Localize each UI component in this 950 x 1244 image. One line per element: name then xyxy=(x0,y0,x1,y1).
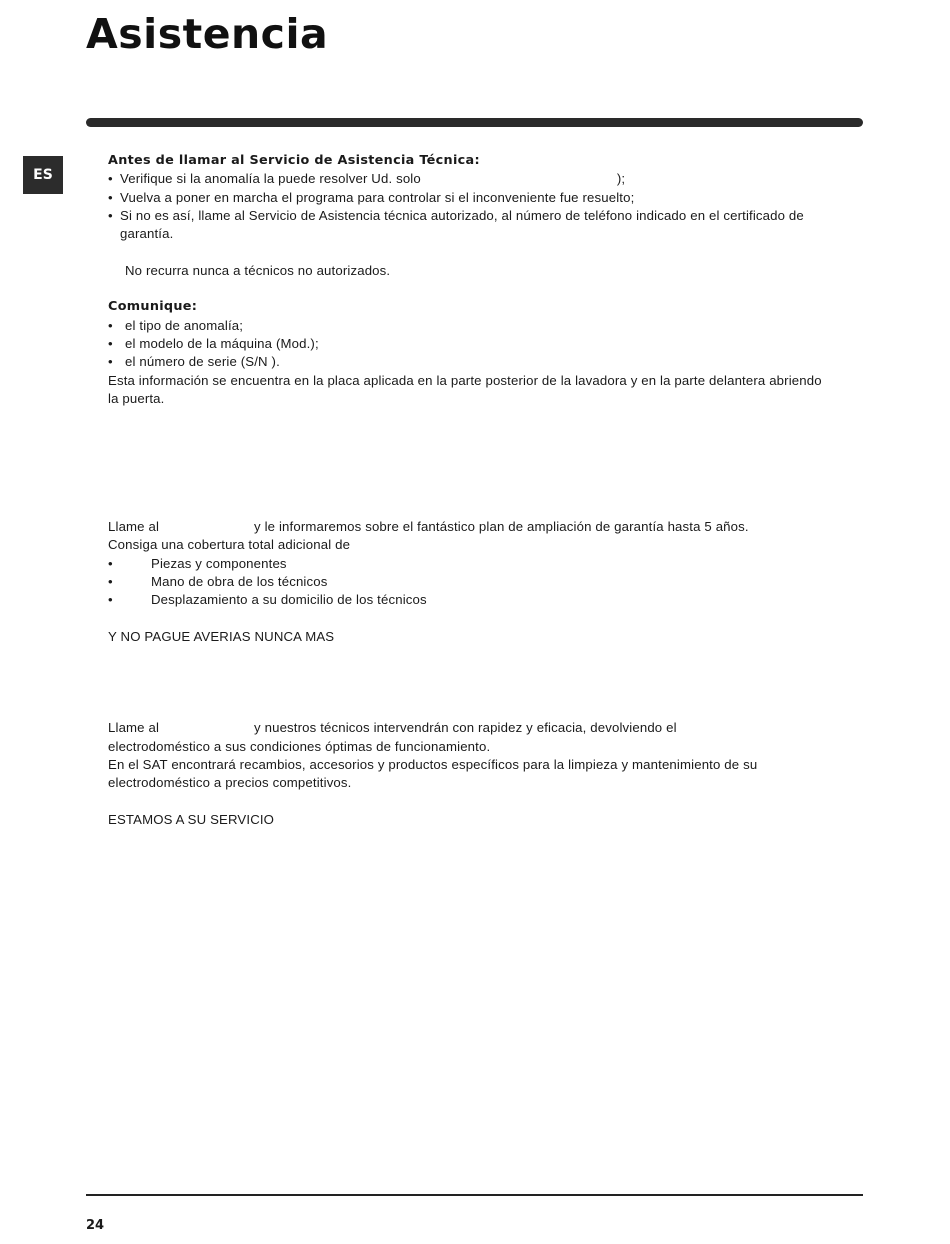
list-item-text: Verifique si la anomalía la puede resolver Ud. solo xyxy=(120,171,421,187)
warranty-closing-text: Y NO PAGUE AVERIAS NUNCA MAS xyxy=(108,628,335,644)
list-item-text: el número de serie (S/N ). xyxy=(125,354,280,370)
warranty-line-end: y le informaremos sobre el fantástico plan de ampliación de garantía hasta 5 años. xyxy=(254,519,749,535)
list-item xyxy=(108,591,828,609)
list-item xyxy=(108,189,828,207)
list-item-text: Desplazamiento a su domicilio de los técnicos xyxy=(151,592,427,608)
main-content xyxy=(108,152,828,829)
bullet: • xyxy=(108,555,113,571)
bullet: • xyxy=(108,207,113,223)
bullet: • xyxy=(108,335,113,351)
communicate-heading: Comunique: xyxy=(108,299,198,315)
list-item xyxy=(108,207,828,244)
list-item xyxy=(108,573,828,591)
header-divider xyxy=(86,118,863,127)
list-item xyxy=(108,353,828,371)
list-item xyxy=(108,317,828,335)
service-sat-text: En el SAT encontrará recambios, accesorios y productos específicos para la limpieza y mantenimiento de su electrodoméstico a precios competitivos. xyxy=(108,756,758,791)
bullet: • xyxy=(108,189,113,205)
bullet: • xyxy=(108,317,113,333)
plate-info-text: Esta información se encuentra en la placa aplicada en la parte posterior de la lavadora y en la parte delantera abriendo la puerta. xyxy=(108,372,822,406)
language-tab: ES xyxy=(23,156,63,194)
list-item xyxy=(108,170,828,188)
service-line-end: y nuestros técnicos intervendrán con rapidez y eficacia, devolviendo el xyxy=(254,720,677,736)
before-call-heading: Antes de llamar al Servicio de Asistencia Técnica: xyxy=(108,153,480,168)
warranty-line-start: Llame al xyxy=(108,519,160,535)
service-line xyxy=(108,719,828,737)
list-item-text: Vuelva a poner en marcha el programa para controlar si el inconveniente fue resuelto; xyxy=(120,189,635,205)
list-item-text: Si no es así, llame al Servicio de Asistencia técnica autorizado, al número de teléfono indicado en el certificado de garantía. xyxy=(120,207,804,242)
warranty-coverage-text: Consiga una cobertura total adicional de xyxy=(108,537,351,553)
page-number: 24 xyxy=(86,1218,105,1233)
bullet: • xyxy=(108,354,113,370)
list-item-text: Mano de obra de los técnicos xyxy=(151,574,328,590)
list-item-text: Piezas y componentes xyxy=(151,555,287,571)
bullet: • xyxy=(108,171,113,187)
warranty-line xyxy=(108,518,828,536)
footer-divider xyxy=(86,1194,863,1196)
service-line-start: Llame al xyxy=(108,720,160,736)
bullet: • xyxy=(108,574,113,590)
service-conditions-text: electrodoméstico a sus condiciones óptimas de funcionamiento. xyxy=(108,738,491,754)
list-item-text-end: ); xyxy=(616,171,626,187)
page-title: Asistencia xyxy=(86,10,329,58)
bullet: • xyxy=(108,592,113,608)
list-item-text: el modelo de la máquina (Mod.); xyxy=(125,335,319,351)
list-item xyxy=(108,335,828,353)
list-item-text: el tipo de anomalía; xyxy=(125,317,244,333)
service-closing-text: ESTAMOS A SU SERVICIO xyxy=(108,811,275,827)
list-item xyxy=(108,555,828,573)
warning-text: No recurra nunca a técnicos no autorizados. xyxy=(125,262,391,278)
